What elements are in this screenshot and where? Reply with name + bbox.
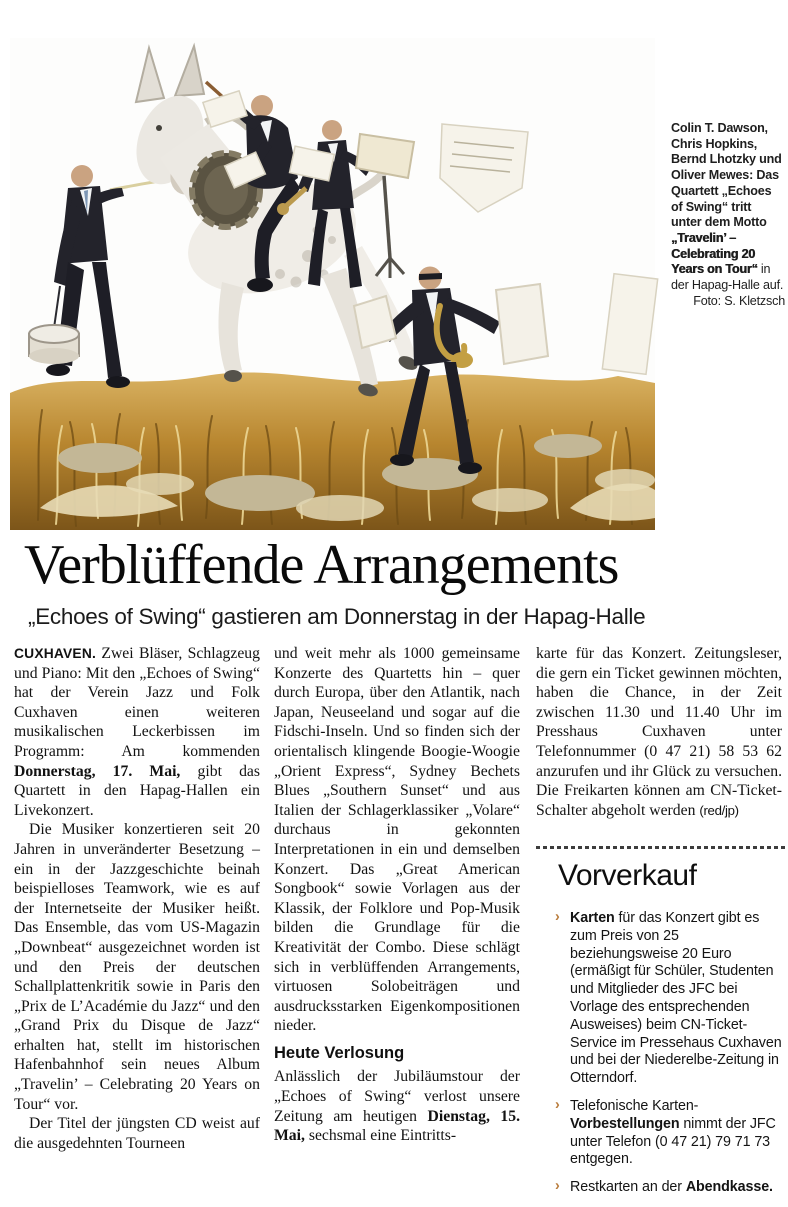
text-segment: Die Musiker konzertieren seit 20 Jahren in unveränderter Besetzung – ein in der Jazzgeschichte beinah beispielloses Teamwork, wie es auf der Internetseite der Musiker heißt. Das Ensemble, das vom US-Magazin „Downbeat“ ausgezeichnet worden ist und den Preis der deutschen Schallplattenkritik sowie in Paris den „Prix de L’Académie du Jazz“ und den „Grand Prix du Disque de Jazz“ erhalten hat, stellt im historischen Hafenbahnhof sein neues Album „Travelin’ – Celebrating 20 Years on Tour“ vor. bbox=[14, 821, 260, 1113]
vorverkauf-item-text bbox=[570, 1098, 776, 1167]
text-segment: Anlässlich der Jubiläumstour der „Echoes of Swing“ verlost unsere Zeitung am heutigen bbox=[274, 1068, 520, 1125]
snare-drum bbox=[29, 325, 79, 364]
band-photo-illustration bbox=[10, 38, 655, 530]
article-paragraph bbox=[14, 644, 260, 820]
text-segment: Karten bbox=[570, 910, 615, 926]
vorverkauf-list bbox=[536, 910, 786, 1197]
text-segment: Abendkasse. bbox=[685, 1179, 773, 1196]
text-segment: karte für das Konzert. Zeitungsleser, die gern ein Ticket gewinnen möchten, haben die Chance, in der Zeit zwischen 11.30 und 11.40 Uhr im Presshaus Cuxhaven unter Telefonnummer (0 47 21) 58 53 62 anzurufen und ihr Glück zu versuchen. Die Freikarten können am CN-Ticket-Schalter abgeholt werden bbox=[536, 645, 782, 819]
text-segment: für das Konzert gibt es zum Preis von 25 beziehungsweise 20 Euro (ermäßigt für Schüler, Studenten und Mitglieder des JFC bei Vorlage des entsprechenden Ausweises) beim CN-Ticket-Service im Pressehaus Cuxhaven und bei der Niederelbe-Zeitung in Otterndorf. bbox=[570, 910, 782, 1087]
subheadline: „Echoes of Swing“ gastieren am Donnerstag in der Hapag-Halle bbox=[28, 604, 646, 629]
article-column-3 bbox=[536, 644, 782, 820]
photo-credit: Foto: S. Kletzsch bbox=[693, 293, 785, 308]
photo-caption-text bbox=[671, 121, 785, 294]
text-segment: (red/jp) bbox=[699, 802, 739, 818]
article-subhead: Heute Verlosung bbox=[274, 1043, 405, 1062]
bullet-arrow-icon: › bbox=[555, 1178, 560, 1195]
text-segment: und weit mehr als 1000 gemeinsame Konzerte des Quartetts hin – quer durch Europa, über den Atlantik, nach Japan, Neuseeland und sogar auf die Fidschi-Inseln. Und so finden sich der orientalisch klingende Boogie-Woogie „Orient Express“, Sydney Bechets Blues „Southern Sunset“ und aus Italien der Schlagerklassiker „Volare“ durchaus in gekonnten Interpretationen in ein und demselben Konzert. Das „Great American Songbook“ sowie Vorlagen aus der Klassik, der Folklore und Pop-Musik bilden die Grundlage für die Kreativität der Combo. Diese schlägt sich in verblüffenden Arrangements, virtuosen Solobeiträgen und ausdrucksstarken Eigenkompositionen nieder. bbox=[274, 645, 520, 1035]
text-segment: Restkarten an der bbox=[570, 1179, 686, 1196]
text-segment: CUXHAVEN. bbox=[14, 646, 97, 661]
vorverkauf-title: Vorverkauf bbox=[558, 859, 697, 892]
text-segment: „Travelin’ – Celebrating 20 Years on Tour“ bbox=[671, 230, 758, 277]
vorverkauf-item bbox=[536, 1098, 786, 1169]
text-segment: Donnerstag, 17. Mai, bbox=[14, 762, 181, 780]
article-column-1 bbox=[14, 644, 260, 1161]
article-paragraph bbox=[274, 1067, 520, 1145]
article-column-2 bbox=[274, 644, 520, 1161]
article-paragraph bbox=[536, 644, 782, 820]
text-segment: Der Titel der jüngsten CD weist auf die ausgedehnten Tourneen bbox=[14, 1115, 260, 1152]
vorverkauf-item-text bbox=[570, 910, 782, 1086]
text-segment: sechsmal eine Eintritts- bbox=[304, 1127, 457, 1145]
text-segment: Zwei Bläser, Schlagzeug und Piano: Mit den „Echoes of Swing“ hat der Verein Jazz und Folk Cuxhaven einen weiteren musikalischen Leckerbissen im Programm: Am kommenden bbox=[14, 645, 260, 760]
photo-caption bbox=[671, 121, 785, 309]
article-paragraph bbox=[14, 1114, 260, 1153]
text-segment: nimmt der JFC unter Telefon (0 47 21) 79 71 73 entgegen. bbox=[570, 1115, 776, 1168]
vorverkauf-item-text bbox=[570, 1179, 773, 1195]
vorverkauf-item bbox=[536, 910, 786, 1088]
bullet-arrow-icon: › bbox=[555, 1096, 560, 1113]
dotted-divider bbox=[536, 846, 786, 849]
text-segment: Telefonische Karten- bbox=[570, 1097, 699, 1114]
text-segment: Dienstag, 15. Mai, bbox=[274, 1107, 520, 1145]
text-segment: Vorbestellungen bbox=[570, 1115, 680, 1132]
vorverkauf-box bbox=[536, 846, 786, 1207]
cornfield bbox=[10, 372, 655, 530]
text-segment: gibt das Quartett in den Hapag-Hallen ein Livekonzert. bbox=[14, 762, 260, 819]
vorverkauf-item bbox=[536, 1179, 786, 1197]
bullet-arrow-icon: › bbox=[555, 909, 560, 925]
text-segment: in der Hapag-Halle auf. bbox=[671, 262, 784, 293]
headline: Verblüffende Arrangements bbox=[24, 534, 619, 596]
text-segment: Colin T. Dawson, Chris Hopkins, Bernd Lhotzky und Oliver Mewes: Das Quartett „Echoes of Swing“ tritt unter dem Motto bbox=[671, 121, 782, 230]
article-paragraph bbox=[274, 644, 520, 1036]
article-paragraph bbox=[14, 820, 260, 1114]
band-photo bbox=[10, 38, 655, 530]
